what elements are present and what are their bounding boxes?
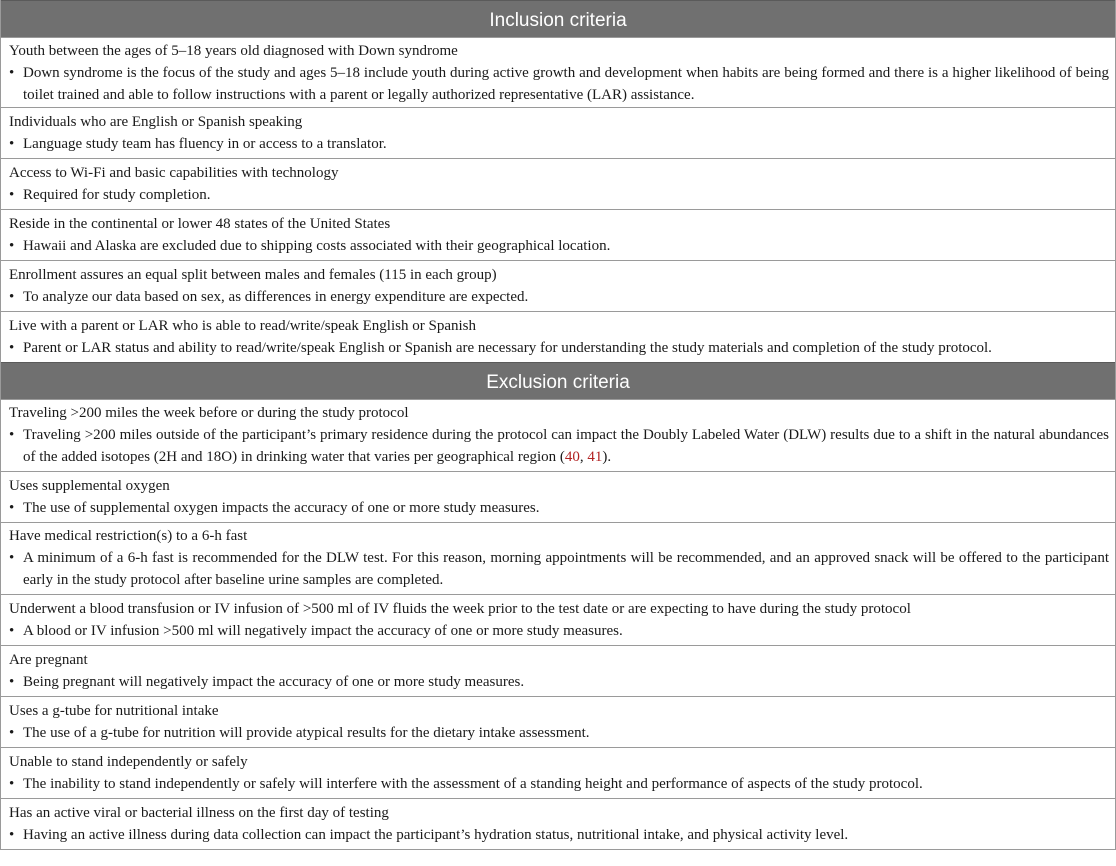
bullet-item bbox=[9, 671, 1109, 693]
bullet-icon: • bbox=[9, 827, 15, 843]
criterion-text: Uses a g-tube for nutritional intake bbox=[9, 703, 219, 719]
rationale-text: Language study team has fluency in or access to a translator. bbox=[23, 136, 387, 152]
bullet-item bbox=[9, 773, 1109, 795]
bullet-item bbox=[9, 497, 1109, 519]
inclusion-row bbox=[1, 158, 1115, 209]
bullet-icon: • bbox=[9, 238, 15, 254]
rationale-text: Being pregnant will negatively impact the accuracy of one or more study measures. bbox=[23, 674, 525, 690]
bullet-icon: • bbox=[9, 623, 15, 639]
bullet-icon: • bbox=[9, 289, 15, 305]
criterion-text: Has an active viral or bacterial illness on the first day of testing bbox=[9, 805, 389, 821]
criterion-text: Access to Wi-Fi and basic capabilities with technology bbox=[9, 165, 339, 181]
inclusion-row bbox=[1, 107, 1115, 158]
exclusion-row bbox=[1, 645, 1115, 696]
criterion-text: Reside in the continental or lower 48 states of the United States bbox=[9, 216, 391, 232]
reference-link-40[interactable]: 40 bbox=[564, 449, 580, 465]
inclusion-header: Inclusion criteria bbox=[1, 0, 1115, 37]
bullet-icon: • bbox=[9, 187, 15, 203]
bullet-item bbox=[9, 235, 1109, 257]
reference-link-41[interactable]: 41 bbox=[587, 449, 603, 465]
rationale-text: The use of a g-tube for nutrition will provide atypical results for the dietary intake assessment. bbox=[23, 725, 590, 741]
bullet-icon: • bbox=[9, 674, 15, 690]
rationale-text: The use of supplemental oxygen impacts the accuracy of one or more study measures. bbox=[23, 500, 540, 516]
rationale-text: The inability to stand independently or safely will interfere with the assessment of a standing height and performance of aspects of the study protocol. bbox=[23, 776, 923, 792]
bullet-icon: • bbox=[9, 776, 15, 792]
bullet-icon: • bbox=[9, 136, 15, 152]
criterion-text: Uses supplemental oxygen bbox=[9, 478, 170, 494]
criterion-text: Are pregnant bbox=[9, 652, 88, 668]
criterion-text: Unable to stand independently or safely bbox=[9, 754, 248, 770]
exclusion-header: Exclusion criteria bbox=[1, 362, 1115, 399]
criterion-text: Youth between the ages of 5–18 years old diagnosed with Down syndrome bbox=[9, 43, 458, 59]
rationale-text: Parent or LAR status and ability to read/write/speak English or Spanish are necessary for understanding the study materials and completion of the study protocol. bbox=[23, 340, 992, 356]
inclusion-row bbox=[1, 209, 1115, 260]
rationale-text: Required for study completion. bbox=[23, 187, 211, 203]
rationale-text: A blood or IV infusion >500 ml will negatively impact the accuracy of one or more study measures. bbox=[23, 623, 623, 639]
bullet-item bbox=[9, 62, 1109, 106]
rationale-text bbox=[23, 424, 1109, 468]
bullet-item bbox=[9, 547, 1109, 591]
criterion-text: Have medical restriction(s) to a 6-h fast bbox=[9, 528, 248, 544]
exclusion-row bbox=[1, 471, 1115, 522]
inclusion-row bbox=[1, 260, 1115, 311]
rationale-text-part: Traveling >200 miles outside of the participant’s primary residence during the protocol can impact the Doubly Labeled Water (DLW) results due to a shift in the natural abundances of the added isotopes (2H and 18O) in drinking water that varies per geographical region ( bbox=[23, 427, 1109, 465]
criterion-text: Traveling >200 miles the week before or during the study protocol bbox=[9, 405, 409, 421]
bullet-icon: • bbox=[9, 65, 15, 81]
criterion-text: Underwent a blood transfusion or IV infusion of >500 ml of IV fluids the week prior to the test date or are expecting to have during the study protocol bbox=[9, 601, 911, 617]
bullet-icon: • bbox=[9, 340, 15, 356]
inclusion-row bbox=[1, 311, 1115, 362]
rationale-text-end: ). bbox=[602, 449, 612, 465]
criterion-text: Live with a parent or LAR who is able to read/write/speak English or Spanish bbox=[9, 318, 476, 334]
exclusion-row bbox=[1, 798, 1115, 849]
inclusion-row bbox=[1, 37, 1115, 107]
criterion-text: Enrollment assures an equal split between males and females (115 in each group) bbox=[9, 267, 497, 283]
reference-separator: , bbox=[579, 449, 588, 465]
bullet-item bbox=[9, 184, 1109, 206]
exclusion-row bbox=[1, 399, 1115, 471]
criterion-text: Individuals who are English or Spanish speaking bbox=[9, 114, 303, 130]
bullet-item bbox=[9, 337, 1109, 359]
bullet-icon: • bbox=[9, 427, 15, 443]
rationale-text: Hawaii and Alaska are excluded due to shipping costs associated with their geographical location. bbox=[23, 238, 611, 254]
bullet-item bbox=[9, 620, 1109, 642]
bullet-item bbox=[9, 824, 1109, 846]
exclusion-row bbox=[1, 522, 1115, 594]
exclusion-row bbox=[1, 696, 1115, 747]
rationale-text: Down syndrome is the focus of the study and ages 5–18 include youth during active growth and development when habits are being formed and there is a higher likelihood of being toilet trained and able to follow instructions with a parent or legally authorized representative (LAR) assistance. bbox=[23, 65, 1109, 103]
bullet-item bbox=[9, 722, 1109, 744]
rationale-text: Having an active illness during data collection can impact the participant’s hydration status, nutritional intake, and physical activity level. bbox=[23, 827, 849, 843]
bullet-icon: • bbox=[9, 500, 15, 516]
bullet-icon: • bbox=[9, 725, 15, 741]
bullet-item bbox=[9, 286, 1109, 308]
exclusion-row bbox=[1, 594, 1115, 645]
rationale-text: To analyze our data based on sex, as differences in energy expenditure are expected. bbox=[23, 289, 529, 305]
bullet-item bbox=[9, 133, 1109, 155]
exclusion-row bbox=[1, 747, 1115, 798]
bullet-item bbox=[9, 424, 1109, 468]
bullet-icon: • bbox=[9, 550, 15, 566]
rationale-text: A minimum of a 6-h fast is recommended for the DLW test. For this reason, morning appointments will be recommended, and an approved snack will be offered to the participant early in the study protocol after baseline urine samples are completed. bbox=[23, 550, 1109, 588]
